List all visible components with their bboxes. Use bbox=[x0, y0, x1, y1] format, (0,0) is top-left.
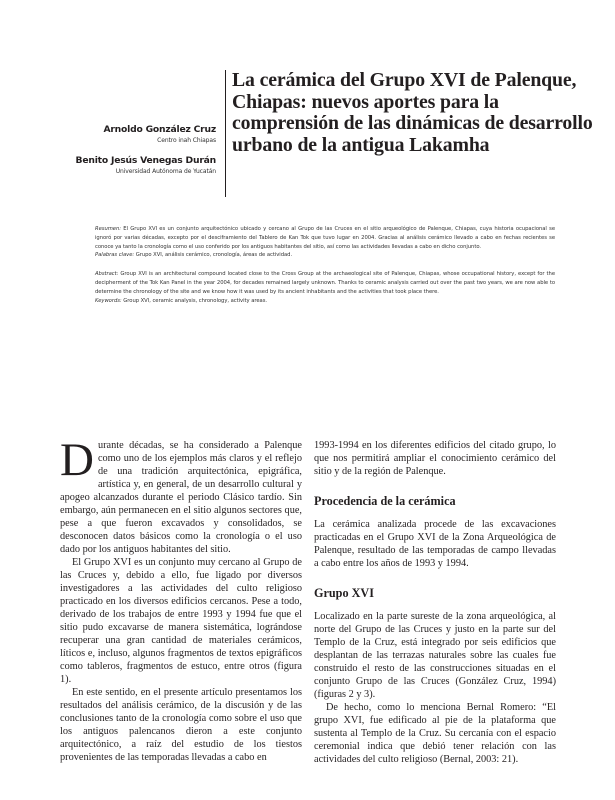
resumen-label: Resumen: bbox=[95, 226, 121, 232]
palabras-clave-label: Palabras clave: bbox=[95, 252, 135, 259]
resumen-paragraph bbox=[95, 225, 555, 251]
body-paragraph: Durante décadas, se ha considerado a Palenque como uno de los ejemplos más claros y el reflejo de una tradición arquitectónica, epigráfica, artística y, en general, de un desarrollo cultural y apogeo alcanzados durante el periodo Clásico tardío. Sin embargo, aún permanecen en el sitio algunos sectores que, pese a que fueron excavados y consolidados, se desconocen datos básicos como la cronología o el uso dado por los antiguos habitantes del sitio. bbox=[60, 434, 302, 555]
section-heading: Procedencia de la cerámica bbox=[314, 494, 456, 508]
author-block bbox=[60, 124, 216, 186]
author-affiliation: Universidad Autónoma de Yucatán bbox=[115, 168, 216, 175]
drop-cap: D bbox=[60, 434, 94, 486]
author-affiliation: Centro inah Chiapas bbox=[157, 137, 216, 144]
palabras-clave bbox=[95, 251, 555, 260]
keywords-text: Group XVI, ceramic analysis, chronology, activity areas. bbox=[121, 297, 268, 304]
body-paragraph: En este sentido, en el presente artículo presentamos los resultados del análisis cerámico, de la discusión y de las conclusiones tanto de la cronología como sobre el uso que los antiguos palencanos dieron a este conjunto arquitectónico, a raíz del estudio de los tiestos provenientes de las temporadas llevadas a cabo en bbox=[60, 687, 302, 763]
section-heading: Grupo XVI bbox=[314, 586, 374, 600]
author-name: Arnoldo González Cruz bbox=[103, 124, 216, 135]
title-divider bbox=[225, 70, 226, 197]
keywords-label: Keywords: bbox=[95, 297, 122, 304]
author-name: Benito Jesús Venegas Durán bbox=[75, 155, 216, 166]
body-paragraph: De hecho, como lo menciona Bernal Romero: “El grupo XVI, fue edificado al pie de la plataforma que sustenta al Templo de la Cruz. Su cercanía con el espacio ceremonial indica que debió tener relación con las actividades del culto religioso (Bernal, 2003: 21). bbox=[314, 702, 556, 765]
palabras-clave-text: Grupo XVI, análisis cerámico, cronología, áreas de actividad. bbox=[134, 252, 293, 259]
abstract-label: Abstract: bbox=[95, 271, 119, 278]
body-column-right bbox=[314, 439, 556, 766]
resumen-text: El Grupo XVI es un conjunto arquitectónico ubicado y cercano al Grupo de las Cruces en el sitio arqueológico de Palenque, Chiapas, cuya historia ocupacional se ignoró por varias décadas, excepto por el desciframiento del Tablero de Kan Tok que tuvo lugar en 2004. Gracias al análisis cerámico llevado a cabo en fechas recientes se conoce ya tanto la cronología como el uso conferido por los antiguos habitantes del sitio, así como las actividades llevadas a cabo en dicho conjunto. bbox=[95, 226, 555, 250]
body-paragraph: Localizado en la parte sureste de la zona arqueológica, al norte del Grupo de las Cruces y justo en la parte sur del Templo de la Cruz, está integrado por seis edificios que desplantan de las terrazas naturales sobre las cuales fue construido el resto de las construcciones situadas en el conjunto Grupo de las Cruces (González Cruz, 1994) (figuras 2 y 3). bbox=[314, 611, 556, 700]
abstracts-block bbox=[95, 225, 555, 305]
keywords bbox=[95, 297, 555, 306]
body-paragraph: La cerámica analizada procede de las excavaciones practicadas en el Grupo XVI de la Zona Arqueológica de Palenque, resultado de las temporadas de campo llevadas a cabo entre los años de 1993 y 1994. bbox=[314, 519, 556, 569]
article-title: La cerámica del Grupo XVI de Palenque, Chiapas: nuevos aportes para la comprensión de las dinámicas de desarrollo urbano de la antigua Lakamha bbox=[232, 69, 593, 156]
abstract-text: Group XVI is an architectural compound located close to the Cross Group at the archaeological site of Palenque, Chiapas, whose occupational history, except for the decipherment of the Tok Kan Panel in the year 2004, for decades remained largely unknown. Thanks to ceramic analysis carried out over the past two years, we are now able to determine the chronology of the site and we know how it was used by its ancient inhabitants and the activities that took place there. bbox=[95, 271, 555, 295]
body-paragraph: El Grupo XVI es un conjunto muy cercano al Grupo de las Cruces y, debido a ello, fue ligado por diversos investigadores a las actividades del culto religioso practicado en los diversos edificios cercanos. Pese a todo, derivado de los trabajos de entre 1993 y 1994 fue que el sitio pudo excavarse de manera sistemática, lográndose recuperar una gran cantidad de materiales cerámicos, líticos e, incluso, algunos fragmentos de textos epigráficos como tableros, fragmentos de estuco, entre otros (figura 1). bbox=[60, 557, 302, 685]
body-paragraph: 1993-1994 en los diferentes edificios del citado grupo, lo que nos permitirá ampliar el conocimiento cerámico del sitio y de la región de Palenque. bbox=[314, 440, 556, 477]
body-column-left bbox=[60, 434, 302, 764]
abstract-paragraph bbox=[95, 270, 555, 296]
